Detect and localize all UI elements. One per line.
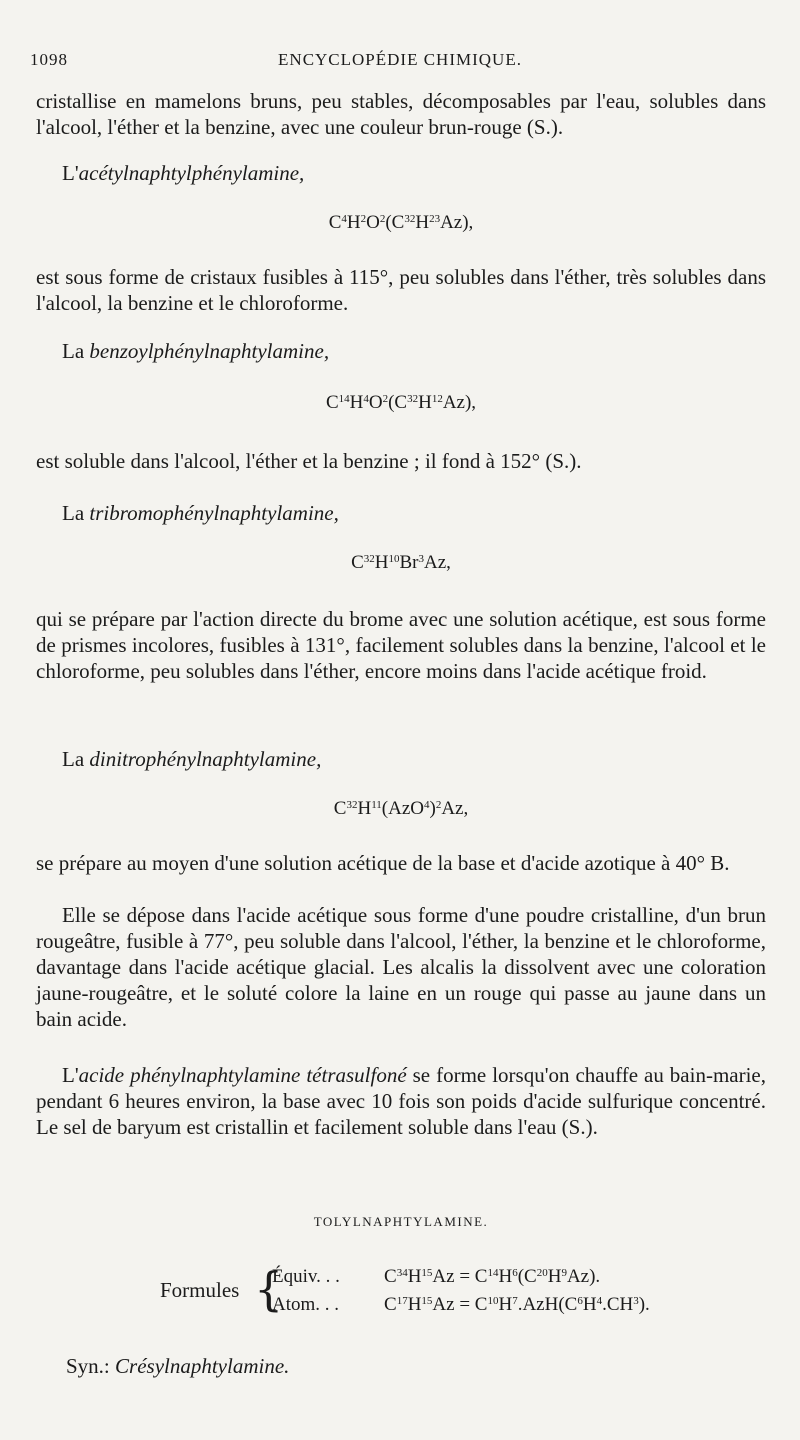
paragraph-sulfo: L'acide phénylnaphtylamine tétrasulfoné se forme lorsqu'on chauffe au bain-marie, pendant 6 heures environ, la base avec 10 fois son poids d'acide sulfurique concentré. Le sel de baryum est cristallin et facilement soluble dans l'eau (S.). bbox=[36, 1063, 766, 1139]
compound-intro-benzoyl: La benzoylphénylnaphtylamine, bbox=[62, 339, 330, 363]
paragraph-acetyl: est sous forme de cristaux fusibles à 115°, peu solubles dans l'éther, très solubles dans l'alcool, la benzine et le chloroforme. bbox=[36, 265, 766, 315]
equiv-label: Équiv. . . bbox=[272, 1266, 340, 1287]
section-title: TOLYLNAPHTYLAMINE. bbox=[313, 1214, 489, 1229]
formula-dinitro: $C^{32}H^{11}(AzO^4)^2Az$, bbox=[333, 798, 469, 819]
paragraph-dinitro-prep: se prépare au moyen d'une solution acétique de la base et d'acide azotique à 40° B. bbox=[36, 851, 730, 875]
paragraph-continuation: cristallise en mamelons bruns, peu stables, décomposables par l'eau, solubles dans l'alcool, l'éther et la benzine, avec une couleur brun-rouge (S.). bbox=[36, 89, 766, 139]
page-header bbox=[30, 50, 770, 80]
running-title: ENCYCLOPÉDIE CHIMIQUE. bbox=[278, 50, 522, 69]
formula-acetyl: $C^4H^2O^2(C^{32}H^{23}Az)$, bbox=[328, 212, 474, 233]
compound-intro-dinitro: La dinitrophénylnaphtylamine, bbox=[62, 747, 322, 771]
synonym-line: Syn.: Crésylnaphtylamine. bbox=[66, 1354, 290, 1378]
equiv-row bbox=[272, 1266, 600, 1288]
atom-row bbox=[272, 1294, 650, 1316]
paragraph-tribromo: qui se prépare par l'action directe du brome avec une solution acétique, est sous forme de prismes incolores, fusibles à 131°, facilement solubles dans la benzine, l'alcool et le chloroforme, peu solubles dans l'éther, encore moins dans l'acide acétique froid. bbox=[36, 607, 766, 683]
equiv-formula: $C^{34}H^{15}Az = C^{14}H^6(C^{20}H^9Az)$. bbox=[384, 1266, 601, 1287]
atom-label: Atom. . . bbox=[272, 1294, 340, 1315]
paragraph-dinitro-props: Elle se dépose dans l'acide acétique sous forme d'une poudre cristalline, d'un brun rougeâtre, fusible à 77°, peu soluble dans l'alcool, l'éther, la benzine et le chloroforme, davantage dans l'acide acétique glacial. Les alcalis la dissolvent avec une coloration jaune-rougeâtre, et le soluté colore la laine en un rouge qui passe au jaune dans un bain acide. bbox=[36, 903, 766, 1031]
formulas-block bbox=[160, 1262, 760, 1322]
formula-tribromo: $C^{32}H^{10}Br^3Az$, bbox=[351, 552, 451, 573]
compound-intro-acetyl: L'acétylnaphtylphénylamine, bbox=[62, 161, 305, 185]
formules-label: Formules bbox=[160, 1278, 240, 1302]
compound-intro-tribromo: La tribromophénylnaphtylamine, bbox=[62, 501, 339, 525]
brace-icon: { bbox=[254, 1262, 284, 1316]
formula-benzoyl: $C^{14}H^4O^2(C^{32}H^{12}Az)$, bbox=[325, 392, 477, 413]
paragraph-benzoyl: est soluble dans l'alcool, l'éther et la benzine ; il fond à 152° (S.). bbox=[36, 449, 582, 473]
atom-formula: $C^{17}H^{15}Az = C^{10}H^7.AzH(C^6H^4.CH^3)$. bbox=[384, 1294, 650, 1315]
page-number: 1098 bbox=[30, 50, 68, 69]
